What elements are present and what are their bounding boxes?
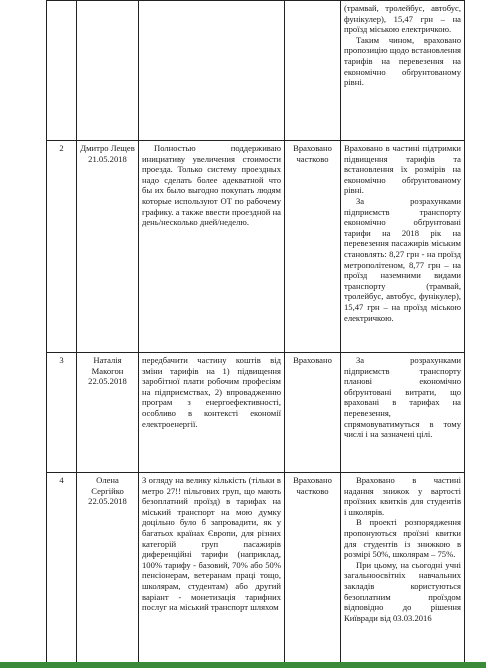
author-cell xyxy=(77,1,139,141)
bottom-color-strip xyxy=(0,662,486,668)
row-number: 2 xyxy=(47,141,77,353)
answer-paragraph: В проекті розпорядження пропонуються проїзні квитки для студентів із знижкою в розмірі 50%, школярам – 75%. xyxy=(344,517,461,560)
status-cell: Враховано частково xyxy=(285,473,341,663)
table-row xyxy=(47,141,465,353)
author-date: 21.05.2018 xyxy=(88,153,127,164)
row-number: 4 xyxy=(47,473,77,663)
author-cell xyxy=(77,141,139,353)
author-date: 22.05.2018 xyxy=(88,376,127,387)
answer-cell xyxy=(341,1,465,141)
answer-cell xyxy=(341,353,465,473)
row-number: 3 xyxy=(47,353,77,473)
proposal-text xyxy=(139,1,285,141)
answer-paragraph: Таким чином, враховано пропозицію щодо встановлення тарифів на перевезення на економічно обґрунтованому рівні. xyxy=(344,34,461,88)
proposal-text: передбачити частину коштів від зміни тарифів на 1) підвищення заробітної плати робочим професіям на підприємствах, 2) впровадженню програм з енергоефективності, особливо в контексті економії електроенергії. xyxy=(139,353,285,473)
answer-paragraph: За розрахунками підприємств транспорту планові економічно обґрунтовані витрати, що враховані в тарифах на перевезення, спрямовуватимуться в тому числі і на зазначені цілі. xyxy=(344,355,461,440)
author-date: 22.05.2018 xyxy=(88,496,127,507)
proposal-text: З огляду на велику кількість (тільки в метро 27!! пільгових груп, що мають безоплатний проїзд) в тарифах на міський транспорт на мою думку доцільно було б запровадити, як у багатьох країнах Європи, для різних категорій груп пасажирів диференційні тарифи (наприклад, 100% тарифу - базовий, 70% або 50% пенсіонерам, ветеранам праці тощо, школярам, студентам) або другий варіант - монетизація тарифних послуг на міський транспорт шляхом xyxy=(139,473,285,663)
answer-paragraph: Враховано в частині підтримки підвищення тарифів та встановлення їх розмірів на економічно обґрунтованому рівні. xyxy=(344,143,461,196)
status-cell: Враховано xyxy=(285,353,341,473)
table-row xyxy=(47,1,465,141)
author-cell xyxy=(77,473,139,663)
status-cell xyxy=(285,1,341,141)
answer-paragraph: При цьому, на сьогодні учні загальноосвітніх навчальних закладів користуються безоплатним проїздом відповідно до рішення Київради від 03.03.2016 xyxy=(344,559,461,623)
status-cell: Враховано частково xyxy=(285,141,341,353)
answer-paragraph: (трамвай, тролейбус, автобус, фунікулер), 15,47 грн – на проїзд міською електричкою. xyxy=(344,3,461,35)
author-cell xyxy=(77,353,139,473)
table-row xyxy=(47,473,465,663)
table-row xyxy=(47,353,465,473)
answer-paragraph: Враховано в частині надання знижок у вартості проїзних квитків для студентів і школярів. xyxy=(344,475,461,517)
proposals-table xyxy=(46,0,465,663)
answer-cell xyxy=(341,473,465,663)
author-name: Дмитро Лещев xyxy=(80,143,135,153)
answer-paragraph: За розрахунками підприємств транспорту економічно обґрунтовані тарифи на 2018 рік на перевезення пасажирів міським становлять: 8,27 грн - на проїзд метрополітеном, 8,77 грн – на проїзд наземними видами транспорту (трамвай, тролейбус, автобус, фунікулер), 15,47 грн – на проїзд міською електричкою. xyxy=(344,195,461,323)
author-name: Наталія Макогон xyxy=(91,355,124,376)
row-number xyxy=(47,1,77,141)
proposal-text: Полностью поддерживаю инициативу увеличения стоимости проезда. Только систему проездных надо сделать более адекватной что бы их было выгодно покупать людям которые используют ОТ по рабочему графику. а также ввести проездной на день/несколько дней/неделю. xyxy=(139,141,285,353)
answer-cell xyxy=(341,141,465,353)
author-name: Олена Сергійко xyxy=(91,475,124,496)
